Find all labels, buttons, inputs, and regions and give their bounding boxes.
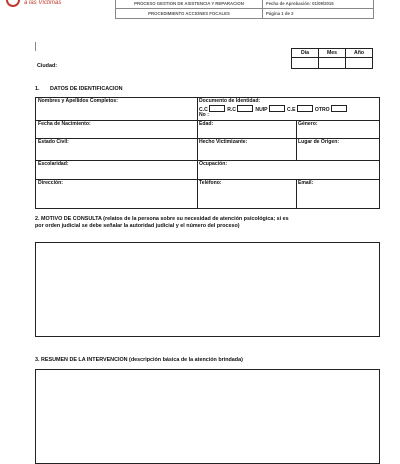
civil-status-field[interactable]: Estado Civil: xyxy=(38,139,69,145)
process-name: PROCESO GESTION DE ASISTENCIA Y REPARACION xyxy=(116,0,263,9)
year-field[interactable] xyxy=(346,58,373,69)
month-field[interactable] xyxy=(319,58,346,69)
id-document-field[interactable] xyxy=(197,98,381,120)
page-number: Página 1 de 2 xyxy=(263,9,374,19)
identification-grid xyxy=(35,97,380,209)
full-name-field[interactable]: Nombres y Apellidos Completos: xyxy=(38,98,118,104)
section-1-label: DATOS DE IDENTIFICACION xyxy=(50,86,123,92)
origin-field[interactable]: Lugar de Origen: xyxy=(298,139,340,145)
address-field[interactable]: Dirección: xyxy=(38,180,63,186)
victim-event-field[interactable]: Hecho Victimizante: xyxy=(199,139,248,145)
gender-field[interactable]: Género: xyxy=(298,121,318,127)
section-2-title-line-2: por orden judicial se debe señalar la autoridad judicial y el número del proceso) xyxy=(35,223,240,230)
section-1-title xyxy=(35,86,123,92)
birth-date-field[interactable]: Fecha de Nacimiento: xyxy=(38,121,91,127)
id-document-label: Documento de Identidad: xyxy=(199,98,261,104)
day-field[interactable] xyxy=(292,58,319,69)
procedure-name: PROCEDIMIENTO ACCIONES FOCALES xyxy=(116,9,263,19)
cc-checkbox[interactable] xyxy=(209,105,225,112)
org-name: a las Víctimas xyxy=(24,0,62,6)
ce-checkbox[interactable] xyxy=(297,105,313,112)
date-box xyxy=(291,48,373,69)
document-header-table xyxy=(115,0,374,19)
section-1-number: 1. xyxy=(35,86,40,92)
cc-label: C.C xyxy=(199,106,208,113)
section-2-title-line-1: 2. MOTIVO DE CONSULTA (relatos de la persona sobre su necesidad de atención psicológica; si es xyxy=(35,216,289,222)
logo-icon xyxy=(6,0,20,7)
nuip-label: NUIP xyxy=(255,106,268,113)
city-label: Ciudad: xyxy=(37,63,58,69)
rc-label: R.C xyxy=(227,106,236,113)
month-label: Mes xyxy=(319,49,346,58)
email-field[interactable]: Email: xyxy=(298,180,314,186)
age-field[interactable]: Edad: xyxy=(199,121,214,127)
approval-date: Fecha de Aprobación: 01/09/2015 xyxy=(263,0,374,9)
otro-checkbox[interactable] xyxy=(331,105,347,112)
ce-label: C.E xyxy=(287,106,296,113)
consultation-reason-box[interactable] xyxy=(35,242,380,337)
schooling-field[interactable]: Escolaridad: xyxy=(38,161,69,167)
rc-checkbox[interactable] xyxy=(237,105,253,112)
otro-label: OTRO xyxy=(314,106,330,113)
section-3-title: 3. RESUMEN DE LA INTERVENCION (descripción básica de la atención brindada) xyxy=(35,357,243,363)
section-2-title xyxy=(35,216,385,231)
id-number-label: No : xyxy=(199,112,209,119)
year-label: Año xyxy=(346,49,373,58)
day-label: Día xyxy=(292,49,319,58)
nuip-checkbox[interactable] xyxy=(269,105,285,112)
phone-field[interactable]: Teléfono: xyxy=(199,180,222,186)
occupation-field[interactable]: Ocupación: xyxy=(199,161,228,167)
cursor-mark xyxy=(35,42,36,51)
